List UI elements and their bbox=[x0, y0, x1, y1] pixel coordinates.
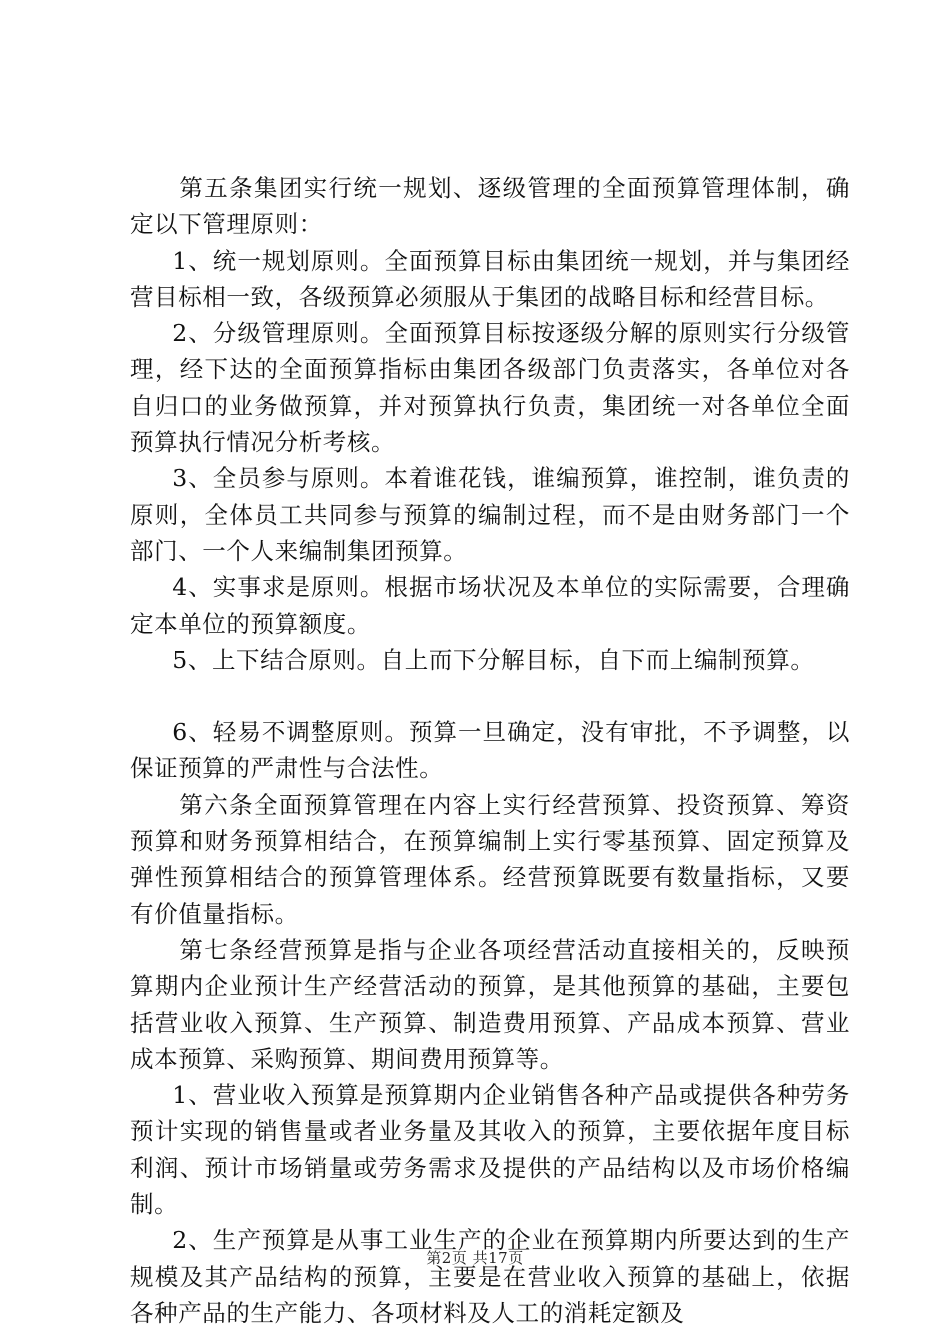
paragraph-principle-1: 1、统一规划原则。全面预算目标由集团统一规划，并与集团经营目标相一致，各级预算必须服从于集团的战略目标和经营目标。 bbox=[130, 246, 850, 311]
document-body bbox=[130, 170, 850, 1331]
paragraph-article-5: 第五条集团实行统一规划、逐级管理的全面预算管理体制，确定以下管理原则： bbox=[130, 174, 850, 239]
paragraph-spacer bbox=[130, 678, 850, 714]
paragraph-principle-3: 3、全员参与原则。本着谁花钱，谁编预算，谁控制，谁负责的原则，全体员工共同参与预算的编制过程，而不是由财务部门一个部门、一个人来编制集团预算。 bbox=[130, 464, 850, 565]
paragraph-principle-4: 4、实事求是原则。根据市场状况及本单位的实际需要，合理确定本单位的预算额度。 bbox=[130, 573, 850, 638]
paragraph-article-7: 第七条经营预算是指与企业各项经营活动直接相关的，反映预算期内企业预计生产经营活动的预算，是其他预算的基础，主要包括营业收入预算、生产预算、制造费用预算、产品成本预算、营业成本预算、采购预算、期间费用预算等。 bbox=[130, 935, 850, 1073]
paragraph-production-budget: 2、生产预算是从事工业生产的企业在预算期内所要达到的生产规模及其产品结构的预算，主要是在营业收入预算的基础上，依据各种产品的生产能力、各项材料及人工的消耗定额及 bbox=[130, 1226, 850, 1327]
paragraph-revenue-budget: 1、营业收入预算是预算期内企业销售各种产品或提供各种劳务预计实现的销售量或者业务量及其收入的预算，主要依据年度目标利润、预计市场销量或劳务需求及提供的产品结构以及市场价格编制。 bbox=[130, 1081, 850, 1219]
page-number-footer: 第2页 共17页 bbox=[426, 1249, 524, 1267]
paragraph-principle-6: 6、轻易不调整原则。预算一旦确定，没有审批，不予调整，以保证预算的严肃性与合法性。 bbox=[130, 718, 850, 783]
paragraph-principle-5: 5、上下结合原则。自上而下分解目标，自下而上编制预算。 bbox=[172, 645, 815, 674]
paragraph-article-6: 第六条全面预算管理在内容上实行经营预算、投资预算、筹资预算和财务预算相结合，在预算编制上实行零基预算、固定预算及弹性预算相结合的预算管理体系。经营预算既要有数量指标，又要有价值量指标。 bbox=[130, 790, 850, 928]
paragraph-principle-2: 2、分级管理原则。全面预算目标按逐级分解的原则实行分级管理，经下达的全面预算指标由集团各级部门负责落实，各单位对各自归口的业务做预算，并对预算执行负责，集团统一对各单位全面预算执行情况分析考核。 bbox=[130, 319, 850, 457]
